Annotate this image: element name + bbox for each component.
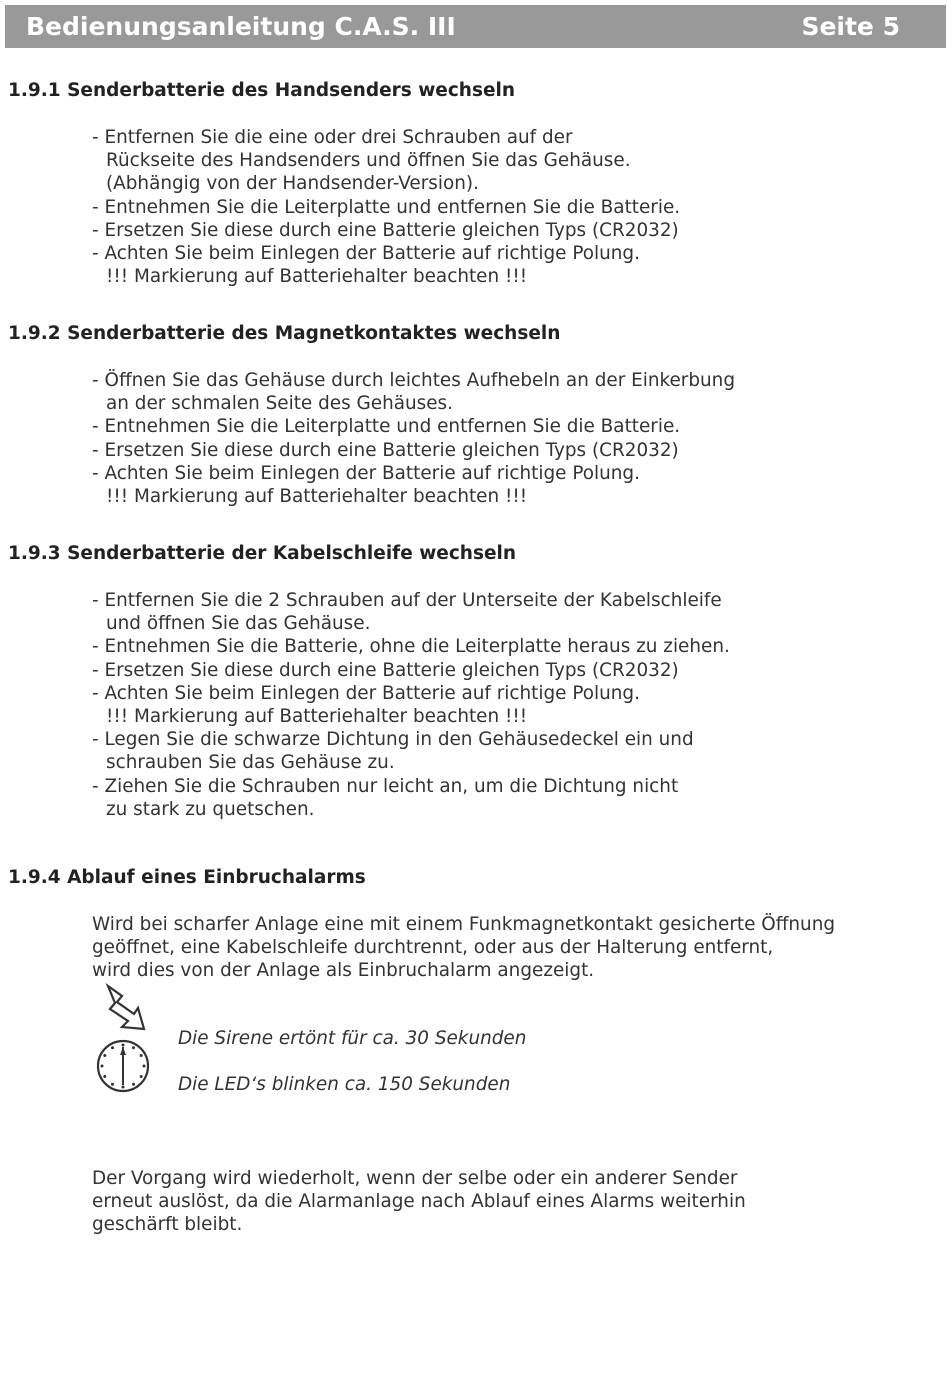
text-line: geöffnet, eine Kabelschleife durchtrennt, oder aus der Halterung entfernt, bbox=[92, 937, 774, 958]
text-line: Rückseite des Handsenders und öffnen Sie das Gehäuse. bbox=[106, 150, 631, 172]
text-line: - Ersetzen Sie diese durch eine Batterie gleichen Typs (CR2032) bbox=[92, 659, 679, 681]
section-body-1-9-2 bbox=[92, 369, 735, 508]
text-line: Der Vorgang wird wiederholt, wenn der selbe oder ein anderer Sender bbox=[92, 1168, 738, 1189]
zigzag-arrow-icon bbox=[100, 982, 150, 1034]
text-line: - Entfernen Sie die eine oder drei Schrauben auf der bbox=[92, 127, 573, 148]
alarm-outro-paragraph bbox=[92, 1167, 746, 1236]
text-line: - Entnehmen Sie die Leiterplatte und entfernen Sie die Batterie. bbox=[92, 196, 681, 218]
text-line: geschärft bleibt. bbox=[92, 1214, 243, 1235]
section-title-1-9-3: 1.9.3 Senderbatterie der Kabelschleife wechseln bbox=[8, 543, 517, 564]
text-line: Wird bei scharfer Anlage eine mit einem Funkmagnetkontakt gesicherte Öffnung bbox=[92, 914, 836, 935]
text-line: wird dies von der Anlage als Einbruchalarm angezeigt. bbox=[92, 960, 595, 981]
text-line: - Entnehmen Sie die Batterie, ohne die Leiterplatte heraus zu ziehen. bbox=[92, 636, 730, 658]
clock-icon bbox=[95, 1038, 151, 1094]
alarm-intro-paragraph bbox=[92, 913, 835, 982]
text-line: zu stark zu quetschen. bbox=[106, 798, 315, 820]
text-line: - Legen Sie die schwarze Dichtung in den Gehäusedeckel ein und bbox=[92, 729, 694, 751]
text-line: - Achten Sie beim Einlegen der Batterie auf richtige Polung. bbox=[92, 682, 640, 704]
warning-line: !!! Markierung auf Batteriehalter beachten !!! bbox=[106, 706, 528, 728]
text-line: - Achten Sie beim Einlegen der Batterie auf richtige Polung. bbox=[92, 243, 640, 265]
text-line: - Entfernen Sie die 2 Schrauben auf der Unterseite der Kabelschleife bbox=[92, 590, 722, 611]
siren-note: Die Sirene ertönt für ca. 30 Sekunden bbox=[178, 1028, 527, 1049]
text-line: (Abhängig von der Handsender-Version). bbox=[106, 173, 479, 195]
text-line: schrauben Sie das Gehäuse zu. bbox=[106, 752, 395, 774]
text-line: - Öffnen Sie das Gehäuse durch leichtes Aufhebeln an der Einkerbung bbox=[92, 370, 736, 391]
text-line: - Achten Sie beim Einlegen der Batterie auf richtige Polung. bbox=[92, 462, 640, 484]
text-line: - Ziehen Sie die Schrauben nur leicht an, um die Dichtung nicht bbox=[92, 775, 679, 797]
text-line: - Entnehmen Sie die Leiterplatte und entfernen Sie die Batterie. bbox=[92, 416, 681, 438]
led-note: Die LED‘s blinken ca. 150 Sekunden bbox=[178, 1074, 511, 1095]
warning-line: !!! Markierung auf Batteriehalter beachten !!! bbox=[106, 266, 528, 288]
text-line: an der schmalen Seite des Gehäuses. bbox=[106, 393, 453, 415]
page-header bbox=[5, 5, 946, 48]
section-body-1-9-1 bbox=[92, 126, 680, 288]
section-title-1-9-4: 1.9.4 Ablauf eines Einbruchalarms bbox=[8, 867, 366, 888]
section-body-1-9-3 bbox=[92, 589, 730, 821]
document-title: Bedienungsanleitung C.A.S. III bbox=[26, 12, 456, 41]
page-number: Seite 5 bbox=[801, 12, 900, 41]
text-line: - Ersetzen Sie diese durch eine Batterie gleichen Typs (CR2032) bbox=[92, 439, 679, 461]
text-line: - Ersetzen Sie diese durch eine Batterie gleichen Typs (CR2032) bbox=[92, 219, 679, 241]
text-line: und öffnen Sie das Gehäuse. bbox=[106, 613, 371, 635]
section-title-1-9-1: 1.9.1 Senderbatterie des Handsenders wechseln bbox=[8, 80, 516, 101]
text-line: erneut auslöst, da die Alarmanlage nach Ablauf eines Alarms weiterhin bbox=[92, 1191, 746, 1212]
warning-line: !!! Markierung auf Batteriehalter beachten !!! bbox=[106, 486, 528, 508]
section-title-1-9-2: 1.9.2 Senderbatterie des Magnetkontaktes wechseln bbox=[8, 323, 561, 344]
